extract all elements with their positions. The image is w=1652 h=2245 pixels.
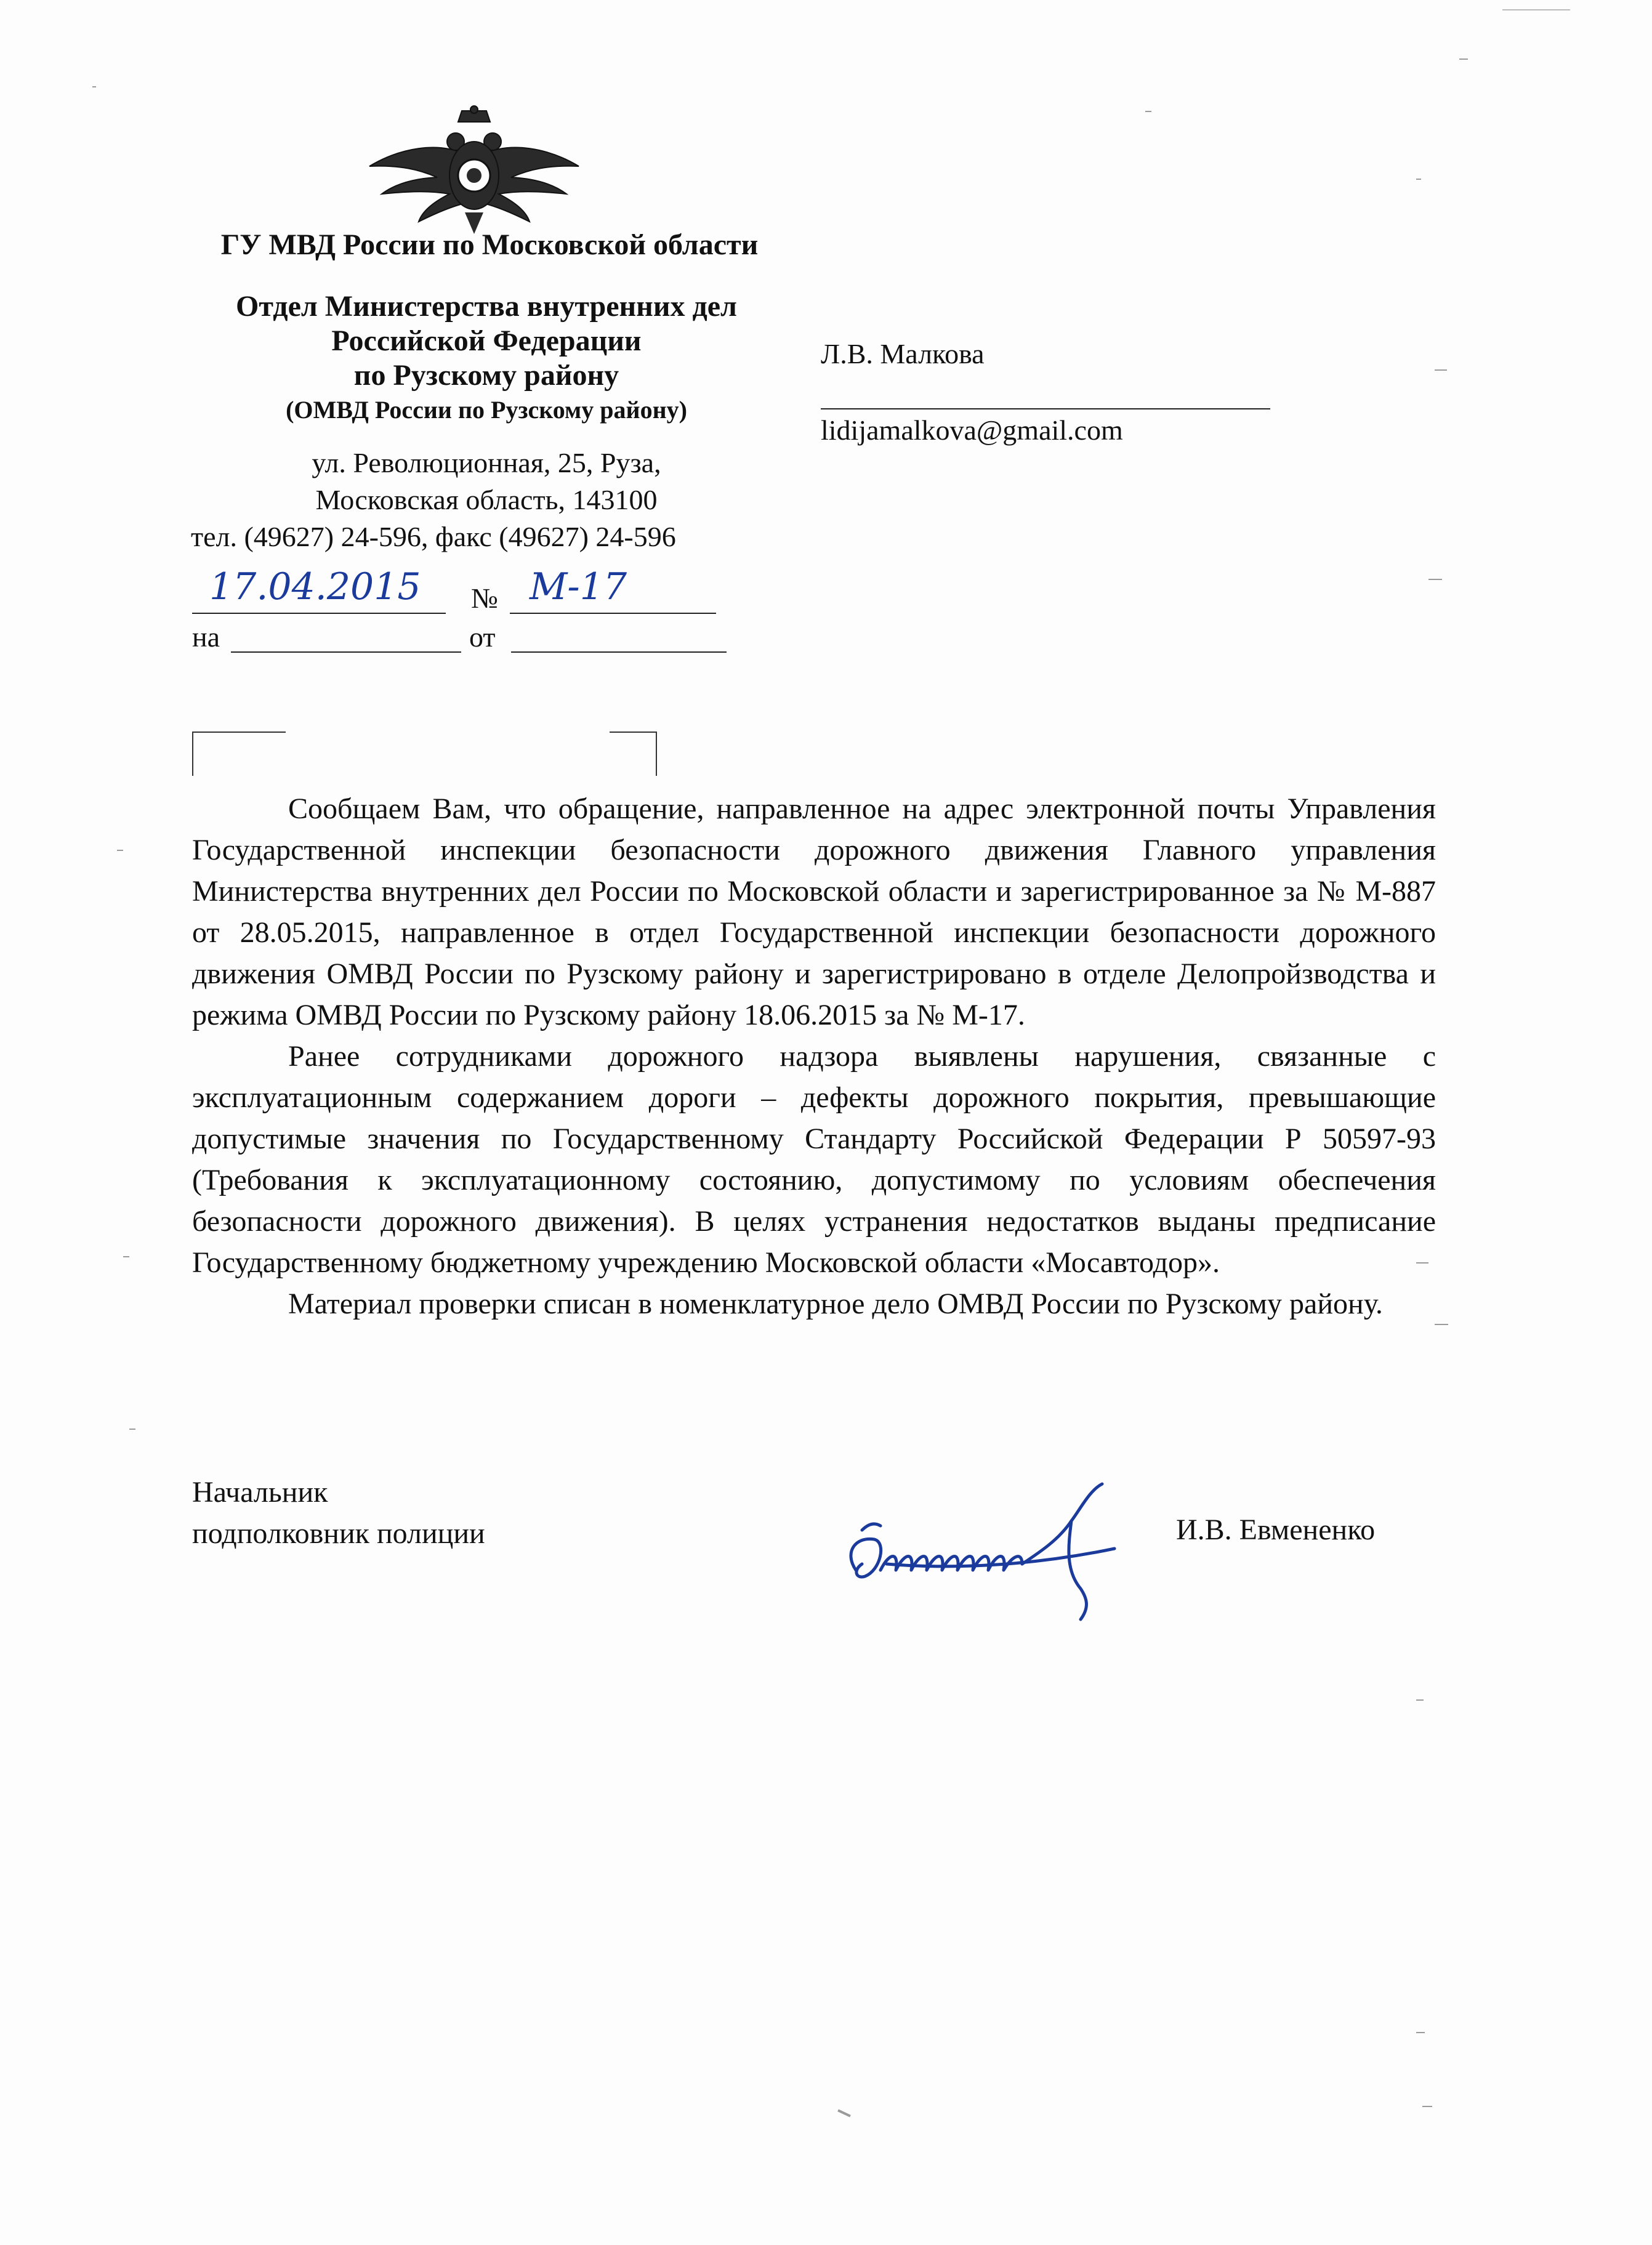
organization-name: ГУ МВД России по Московской области: [220, 228, 759, 261]
scan-speck: [837, 2110, 851, 2118]
signer-position: [192, 1472, 485, 1554]
scan-speck: [1145, 111, 1151, 112]
address-line-2: Московская область, 143100: [315, 484, 658, 515]
signer-position-line-2: подполковник полиции: [192, 1517, 485, 1550]
department-line-1: Отдел Министерства внутренних дел: [236, 290, 737, 323]
registration-number: М-17: [530, 565, 627, 608]
scan-speck: [1459, 58, 1468, 60]
on-field-line: [231, 651, 461, 653]
address-line-1: ул. Революционная, 25, Руза,: [312, 447, 661, 478]
number-label: №: [471, 582, 498, 614]
scan-speck: [1502, 9, 1570, 10]
mvd-emblem-icon: [363, 105, 585, 240]
address-block: [185, 445, 788, 555]
body-paragraph-1: Сообщаем Вам, что обращение, направленное на адрес электронной почты Управления Государственной инспекции безопасности дорожного движения Главного управления Министерства внутренних дел России по Московской области и зарегистрированное за № М-887 от 28.05.2015, направленное в отдел Государственной инспекции безопасности дорожного движения ОМВД России по Рузскому району и зарегистрировано в отделе Делопройзводства и режима ОМВД России по Рузскому району 18.06.2015 за № М-17.: [192, 792, 1436, 1031]
scan-speck: [123, 1256, 129, 1257]
recipient-name: Л.В. Малкова: [821, 338, 985, 369]
address-corner-left: [192, 732, 286, 776]
recipient-email: lidijamalkova@gmail.com: [821, 414, 1123, 446]
number-field-line: [510, 613, 716, 614]
scan-speck: [129, 1429, 135, 1430]
date-field-line: [192, 613, 446, 614]
scan-speck: [1435, 369, 1447, 371]
signer-name: И.В. Евмененко: [1176, 1513, 1376, 1546]
handwritten-signature-icon: [837, 1478, 1231, 1626]
scan-speck: [92, 86, 96, 87]
from-label: от: [469, 621, 496, 653]
registration-date: 17.04.2015: [209, 565, 421, 608]
scan-speck: [1416, 179, 1421, 180]
scan-speck: [1435, 1324, 1448, 1325]
department-abbreviation: (ОМВД России по Рузскому району): [286, 396, 687, 424]
scan-speck: [1416, 1262, 1428, 1264]
letter-body: [192, 788, 1436, 1324]
address-corner-right: [610, 732, 657, 776]
body-paragraph-2: Ранее сотрудниками дорожного надзора выявлены нарушения, связанные с эксплуатационным содержанием дороги – дефекты дорожного покрытия, превышающие допустимые значения по Государственному Стандарту Российской Федерации Р 50597-93 (Требования к эксплуатационному состоянию, допустимому по условиям обеспечения безопасности дорожного движения). В целях устранения недостатков выданы предписание Государственному бюджетному учреждению Московской области «Мосавтодор».: [192, 1040, 1436, 1279]
department-line-3: по Рузскому району: [353, 359, 619, 392]
signer-position-line-1: Начальник: [192, 1476, 328, 1509]
department-line-2: Российской Федерации: [331, 324, 642, 357]
recipient-line: [821, 408, 1270, 409]
scan-speck: [1416, 1699, 1424, 1701]
scan-speck: [1422, 2106, 1432, 2107]
department-block: [185, 289, 788, 427]
body-paragraph-3: Материал проверки списан в номенклатурное дело ОМВД России по Рузскому району.: [288, 1288, 1383, 1320]
scan-speck: [1428, 579, 1442, 580]
on-label: на: [192, 621, 220, 653]
scan-speck: [117, 850, 123, 851]
scan-speck: [1416, 2032, 1425, 2033]
phone-fax-line: тел. (49627) 24-596, факс (49627) 24-596: [191, 521, 676, 552]
from-field-line: [511, 651, 727, 653]
